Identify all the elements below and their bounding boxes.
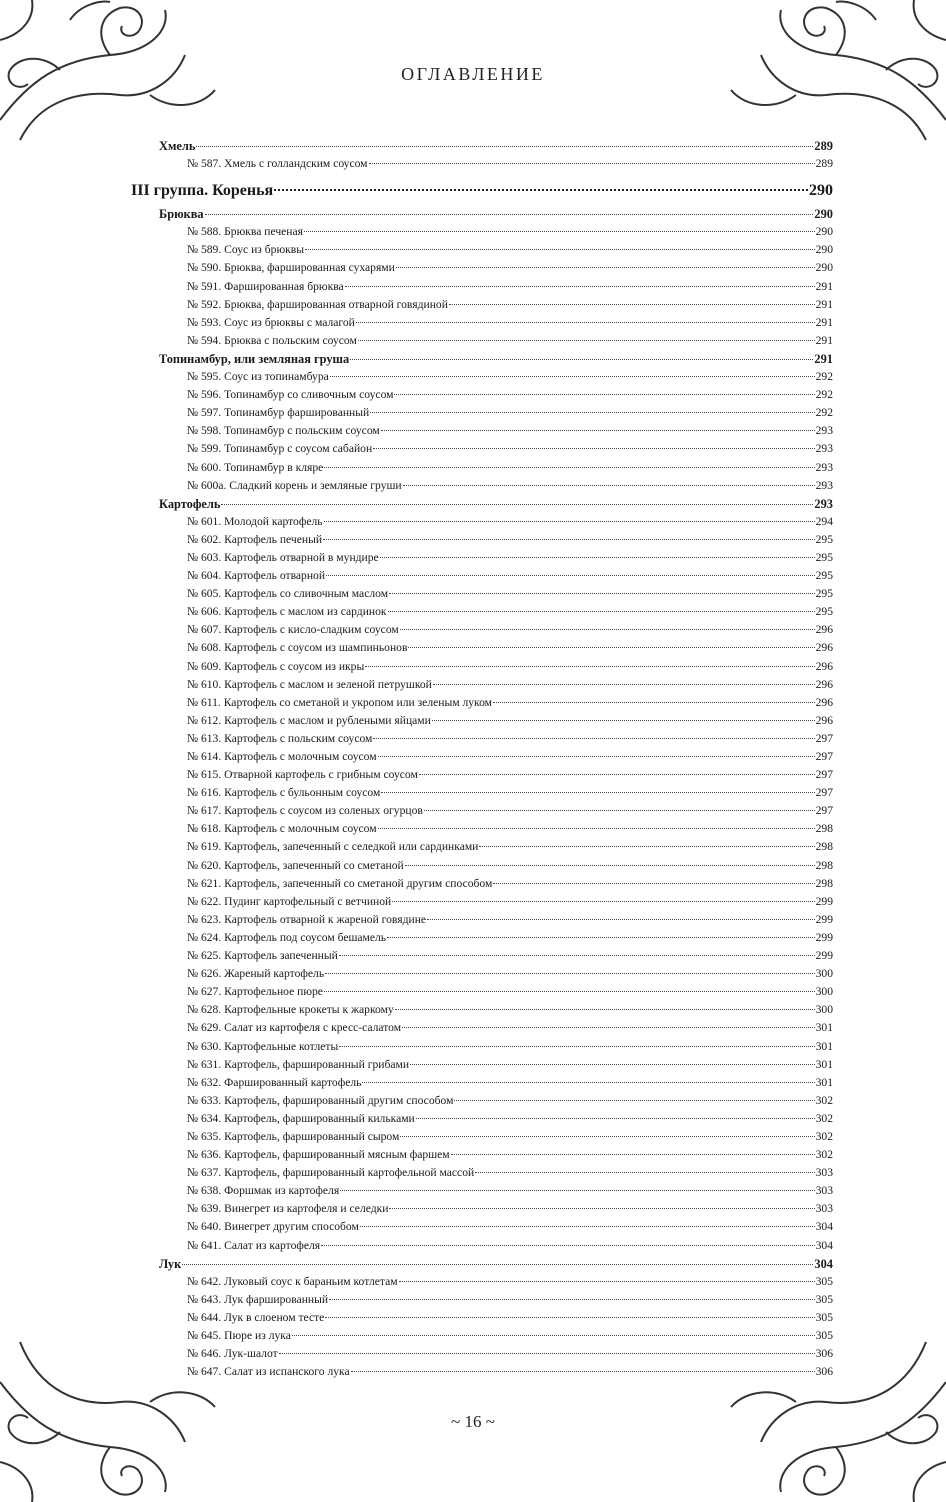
toc-page-number: 297 — [815, 768, 833, 782]
toc-entry — [159, 1038, 833, 1056]
dot-leader — [449, 304, 815, 305]
toc-title: № 635. Картофель, фаршированный сыром — [187, 1129, 400, 1143]
toc-entry — [159, 223, 833, 241]
toc-title: № 590. Брюква, фаршированная сухарями — [187, 261, 395, 275]
toc-page-number: 303 — [815, 1202, 833, 1216]
toc-page-number: 303 — [815, 1184, 833, 1198]
toc-title: III группа. Коренья — [131, 182, 274, 200]
dot-leader — [274, 189, 808, 191]
dot-leader — [433, 684, 815, 685]
dot-leader — [451, 1154, 815, 1155]
toc-entry — [159, 1146, 833, 1164]
toc-title: № 643. Лук фаршированный — [187, 1292, 329, 1306]
toc-page-number: 300 — [815, 967, 833, 981]
toc-section — [159, 205, 833, 223]
toc-title: № 629. Салат из картофеля с кресс-салатом — [187, 1021, 402, 1035]
dot-leader — [424, 810, 815, 811]
toc-page-number: 296 — [815, 677, 833, 691]
toc-title: № 622. Пудинг картофельный с ветчиной — [187, 894, 392, 908]
toc-entry — [159, 1110, 833, 1128]
toc-entry — [159, 1128, 833, 1146]
toc-page-number: 296 — [815, 695, 833, 709]
toc-page-number: 292 — [815, 388, 833, 402]
toc-page-number: 304 — [815, 1220, 833, 1234]
dot-leader — [389, 593, 815, 594]
dot-leader — [370, 412, 814, 413]
toc-title: № 624. Картофель под соусом бешамель — [187, 930, 387, 944]
dot-leader — [182, 1264, 813, 1265]
toc-entry — [159, 603, 833, 621]
toc-title: № 644. Лук в слоеном тесте — [187, 1310, 325, 1324]
toc-title: № 646. Лук-шалот — [187, 1347, 278, 1361]
toc-title: № 589. Соус из брюквы — [187, 243, 305, 257]
toc-page-number: 301 — [815, 1075, 833, 1089]
dot-leader — [324, 991, 815, 992]
toc-title: № 641. Салат из картофеля — [187, 1238, 321, 1252]
toc-entry — [159, 893, 833, 911]
toc-page-number: 297 — [815, 804, 833, 818]
toc-entry — [159, 712, 833, 730]
dot-leader — [356, 322, 815, 323]
toc-page-number: 301 — [815, 1057, 833, 1071]
dot-leader — [304, 231, 815, 232]
dot-leader — [493, 883, 814, 884]
toc-entry — [159, 1363, 833, 1381]
toc-entry — [159, 676, 833, 694]
toc-title: № 612. Картофель с маслом и рублеными яйцами — [187, 713, 431, 727]
toc-entry — [159, 929, 833, 947]
toc-entry — [159, 585, 833, 603]
dot-leader — [324, 467, 814, 468]
toc-entry — [159, 531, 833, 549]
dot-leader — [392, 901, 814, 902]
dot-leader — [196, 146, 813, 147]
toc-page-number: 292 — [815, 406, 833, 420]
toc-entry — [159, 259, 833, 277]
toc-entry — [159, 1200, 833, 1218]
toc-entry — [159, 730, 833, 748]
toc-page-number: 302 — [815, 1111, 833, 1125]
toc-entry — [159, 1273, 833, 1291]
toc-entry — [159, 241, 833, 259]
toc-title: № 588. Брюква печеная — [187, 225, 303, 239]
toc-page-number: 290 — [814, 207, 833, 222]
toc-entry — [159, 404, 833, 422]
toc-page-number: 297 — [815, 731, 833, 745]
toc-title: № 630. Картофельные котлеты — [187, 1039, 339, 1053]
toc-page-number: 297 — [815, 750, 833, 763]
toc-title: № 605. Картофель со сливочным маслом — [187, 587, 389, 601]
toc-page-number: 305 — [815, 1292, 833, 1306]
toc-title: № 639. Винегрет из картофеля и селедки — [187, 1202, 389, 1216]
toc-entry — [159, 802, 833, 820]
dot-leader — [403, 485, 815, 486]
toc-entry — [159, 857, 833, 875]
toc-page-number: 301 — [815, 1021, 833, 1035]
toc-page-number: 291 — [814, 351, 833, 366]
dot-leader — [362, 1082, 814, 1083]
toc-entry — [159, 440, 833, 458]
dot-leader — [325, 973, 814, 974]
toc-page-number: 302 — [815, 1093, 833, 1107]
toc-page-number: 302 — [815, 1148, 833, 1162]
toc-page-number: 303 — [815, 1166, 833, 1180]
dot-leader — [305, 249, 815, 250]
toc-title: № 631. Картофель, фаршированный грибами — [187, 1057, 410, 1071]
toc-group — [131, 173, 833, 205]
dot-leader — [416, 1118, 815, 1119]
toc-entry — [159, 332, 833, 350]
toc-entry — [159, 965, 833, 983]
toc-title: Лук — [159, 1256, 182, 1271]
dot-leader — [221, 504, 813, 505]
dot-leader — [373, 738, 814, 739]
toc-page-number: 296 — [815, 713, 833, 727]
toc-page-number: 289 — [815, 157, 833, 171]
toc-title: № 617. Картофель с соусом из соленых огурцов — [187, 804, 423, 818]
toc-entry — [159, 1291, 833, 1309]
dot-leader — [402, 1027, 815, 1028]
toc-title: № 602. Картофель печеный — [187, 532, 323, 546]
toc-title: № 591. Фаршированная брюква — [187, 279, 344, 293]
toc-page-number: 291 — [815, 297, 833, 311]
toc-title: № 640. Винегрет другим способом — [187, 1220, 359, 1234]
toc-page-number: 293 — [815, 460, 833, 474]
toc-entry — [159, 1056, 833, 1074]
dot-leader — [330, 376, 815, 377]
toc-entry — [159, 1309, 833, 1327]
toc-entry — [159, 947, 833, 965]
toc-title: Хмель — [159, 139, 196, 153]
dot-leader — [340, 1190, 814, 1191]
toc-page-number: 293 — [815, 478, 833, 492]
toc-title: № 647. Салат из испанского лука — [187, 1365, 350, 1379]
toc-entry — [159, 567, 833, 585]
dot-leader — [360, 1226, 815, 1227]
toc-entry — [159, 838, 833, 856]
toc-page-number: 299 — [815, 930, 833, 944]
dot-leader — [279, 1353, 815, 1354]
toc-title: № 642. Луковый соус к бараньим котлетам — [187, 1274, 398, 1288]
toc-page-number: 295 — [815, 550, 833, 564]
toc-entry — [159, 1345, 833, 1363]
toc-title: № 628. Картофельные крокеты к жаркому — [187, 1003, 394, 1017]
dot-leader — [324, 521, 815, 522]
dot-leader — [400, 1136, 814, 1137]
toc-entry — [159, 368, 833, 386]
dot-leader — [326, 575, 815, 576]
toc-title: № 618. Картофель с молочным соусом — [187, 822, 377, 836]
toc-title: № 595. Соус из топинамбура — [187, 370, 329, 384]
dot-leader — [323, 539, 815, 540]
toc-page-number: 298 — [815, 822, 833, 836]
toc-entry — [159, 694, 833, 712]
toc-title: № 601. Молодой картофель — [187, 514, 323, 528]
toc-page-number: 291 — [815, 315, 833, 329]
toc-page-number: 293 — [814, 496, 833, 511]
toc-title: № 610. Картофель с маслом и зеленой петрушкой — [187, 677, 432, 691]
toc-page-number: 304 — [814, 1256, 833, 1271]
toc-title: № 645. Пюре из лука — [187, 1329, 291, 1342]
toc-page-number: 300 — [815, 1003, 833, 1017]
toc-title: № 636. Картофель, фаршированный мясным фаршем — [187, 1148, 450, 1162]
toc-page-number: 295 — [815, 605, 833, 619]
toc-page-number: 298 — [815, 840, 833, 854]
dot-leader — [325, 1317, 814, 1318]
toc-page-number: 296 — [815, 641, 833, 655]
dot-leader — [399, 1281, 815, 1282]
toc-entry — [159, 477, 833, 495]
toc-page-number: 290 — [815, 243, 833, 257]
toc-page-number: 289 — [814, 139, 833, 153]
toc-entry — [159, 1164, 833, 1182]
toc-title: № 609. Картофель с соусом из икры — [187, 659, 365, 673]
dot-leader — [405, 865, 815, 866]
toc-title: № 625. Картофель запеченный — [187, 949, 338, 963]
page-title: ОГЛАВЛЕНИЕ — [401, 64, 545, 84]
toc-title: № 638. Форшмак из картофеля — [187, 1184, 340, 1198]
toc-title: № 613. Картофель с польским соусом — [187, 731, 373, 745]
toc-entry — [159, 386, 833, 404]
toc-title: № 626. Жареный картофель — [187, 967, 325, 981]
dot-leader — [378, 756, 815, 757]
toc-entry — [159, 155, 833, 173]
toc-page-number: 306 — [815, 1365, 833, 1379]
toc-page-number: 299 — [815, 949, 833, 963]
dot-leader — [381, 430, 815, 431]
dot-leader — [395, 1009, 815, 1010]
toc-page-number: 292 — [815, 370, 833, 384]
toc-entry — [159, 1001, 833, 1019]
toc-entry — [159, 1182, 833, 1200]
toc-title: № 615. Отварной картофель с грибным соусом — [187, 768, 418, 782]
dot-leader — [454, 1100, 814, 1101]
dot-leader — [205, 214, 814, 215]
toc-title: Брюква — [159, 207, 204, 222]
dot-leader — [345, 286, 815, 287]
toc-title: № 633. Картофель, фаршированный другим способом — [187, 1093, 454, 1107]
toc-title: № 593. Соус из брюквы с малагой — [187, 315, 355, 329]
toc-page-number: 296 — [815, 623, 833, 637]
dot-leader — [365, 666, 814, 667]
toc-page-number: 300 — [815, 985, 833, 999]
toc-page-number: 294 — [815, 514, 833, 528]
dot-leader — [321, 1245, 814, 1246]
toc-title: № 592. Брюква, фаршированная отварной говядиной — [187, 297, 448, 311]
dot-leader — [400, 629, 815, 630]
dot-leader — [427, 919, 815, 920]
toc-title: № 637. Картофель, фаршированный картофельной массой — [187, 1166, 475, 1180]
toc-page-number: 290 — [809, 182, 833, 200]
dot-leader — [358, 340, 815, 341]
toc-page-number: 301 — [815, 1039, 833, 1053]
dot-leader — [394, 394, 814, 395]
toc-title: № 599. Топинамбур с соусом сабайон — [187, 442, 373, 456]
dot-leader — [388, 611, 815, 612]
toc-section — [159, 1255, 833, 1273]
toc-title: № 596. Топинамбур со сливочным соусом — [187, 388, 394, 402]
toc-entry — [159, 422, 833, 440]
toc-page-number: 305 — [815, 1310, 833, 1324]
toc-title: Топинамбур, или земляная груша — [159, 351, 350, 366]
toc-title: № 587. Хмель с голландским соусом — [187, 157, 368, 171]
toc-entry — [159, 820, 833, 838]
toc-entry — [159, 513, 833, 531]
toc-title: № 616. Картофель с бульонным соусом — [187, 786, 381, 800]
dot-leader — [351, 1371, 815, 1372]
toc-page-number: 305 — [815, 1274, 833, 1288]
toc-entry — [159, 784, 833, 802]
toc-entry — [159, 459, 833, 477]
toc-title: Картофель — [159, 496, 221, 511]
toc-entry — [159, 1074, 833, 1092]
toc-title: № 627. Картофельное пюре — [187, 985, 323, 999]
toc-title: № 611. Картофель со сметаной и укропом или зеленым луком — [187, 695, 493, 709]
dot-leader — [387, 937, 815, 938]
toc-title: № 598. Топинамбур с польским соусом — [187, 424, 380, 438]
toc-entry — [159, 658, 833, 676]
dot-leader — [408, 647, 814, 648]
dot-leader — [292, 1335, 815, 1336]
toc-title: № 597. Топинамбур фаршированный — [187, 406, 370, 420]
toc-entry — [159, 983, 833, 1001]
toc-section — [159, 495, 833, 513]
dot-leader — [419, 774, 815, 775]
toc-title: № 619. Картофель, запеченный с селедкой или сардинками — [187, 840, 479, 854]
toc-page-number: 299 — [815, 894, 833, 908]
toc-title: № 600. Топинамбур в кляре — [187, 460, 324, 474]
toc-page-number: 298 — [815, 858, 833, 872]
toc-page-number: 305 — [815, 1329, 833, 1342]
toc-page-number: 293 — [815, 424, 833, 438]
toc-entry — [159, 875, 833, 893]
dot-leader — [410, 1064, 815, 1065]
dot-leader — [373, 448, 814, 449]
toc-entry — [159, 314, 833, 332]
page-number: ~ 16 ~ — [451, 1412, 495, 1431]
toc-page-number: 298 — [815, 876, 833, 890]
toc-entry — [159, 621, 833, 639]
toc-title: № 594. Брюква с польским соусом — [187, 333, 357, 347]
toc-entry — [159, 639, 833, 657]
toc-title: № 620. Картофель, запеченный со сметаной — [187, 858, 404, 872]
toc-page-number: 295 — [815, 569, 833, 583]
toc-page-number: 290 — [815, 261, 833, 275]
toc-entry — [159, 1019, 833, 1037]
toc-title: № 621. Картофель, запеченный со сметаной другим способом — [187, 876, 493, 890]
toc-page-number: 297 — [815, 786, 833, 800]
toc-title: № 604. Картофель отварной — [187, 569, 326, 583]
toc-entry — [159, 278, 833, 296]
toc-page-number: 296 — [815, 659, 833, 673]
toc-section — [159, 137, 833, 155]
toc-page-number: 291 — [815, 333, 833, 347]
toc-title: № 614. Картофель с молочным соусом — [187, 750, 377, 763]
toc-title: № 607. Картофель с кисло-сладким соусом — [187, 623, 399, 637]
toc-page-number: 304 — [815, 1238, 833, 1252]
dot-leader — [380, 557, 815, 558]
toc-page-number: 290 — [815, 225, 833, 239]
toc-page-number: 295 — [815, 587, 833, 601]
toc-page-number: 299 — [815, 912, 833, 926]
toc-title: № 623. Картофель отварной к жареной говядине — [187, 912, 427, 926]
toc-entry — [159, 748, 833, 766]
toc-title: № 603. Картофель отварной в мундире — [187, 550, 379, 564]
dot-leader — [369, 163, 815, 164]
dot-leader — [350, 359, 813, 360]
dot-leader — [389, 1208, 814, 1209]
dot-leader — [475, 1172, 814, 1173]
dot-leader — [378, 828, 815, 829]
toc-entry — [159, 911, 833, 929]
toc-page-number: 293 — [815, 442, 833, 456]
dot-leader — [479, 846, 814, 847]
dot-leader — [493, 702, 815, 703]
dot-leader — [396, 267, 815, 268]
toc-page-number: 306 — [815, 1347, 833, 1361]
table-of-contents — [131, 137, 833, 1381]
dot-leader — [339, 1046, 814, 1047]
toc-title: № 634. Картофель, фаршированный кильками — [187, 1111, 415, 1125]
toc-entry — [159, 1237, 833, 1255]
dot-leader — [432, 720, 815, 721]
toc-entry — [159, 766, 833, 784]
toc-entry — [159, 1092, 833, 1110]
toc-entry — [159, 296, 833, 314]
toc-page-number: 302 — [815, 1129, 833, 1143]
toc-page-number: 291 — [815, 279, 833, 293]
toc-entry — [159, 1327, 833, 1345]
dot-leader — [339, 955, 815, 956]
toc-entry — [159, 1218, 833, 1236]
toc-page-number: 295 — [815, 532, 833, 546]
toc-title: № 606. Картофель с маслом из сардинок — [187, 605, 387, 619]
toc-title: № 632. Фаршированный картофель — [187, 1075, 362, 1089]
dot-leader — [329, 1299, 815, 1300]
toc-title: № 600а. Сладкий корень и земляные груши — [187, 478, 402, 492]
toc-entry — [159, 549, 833, 567]
toc-title: № 608. Картофель с соусом из шампиньонов — [187, 641, 408, 655]
dot-leader — [381, 792, 814, 793]
toc-section — [159, 350, 833, 368]
